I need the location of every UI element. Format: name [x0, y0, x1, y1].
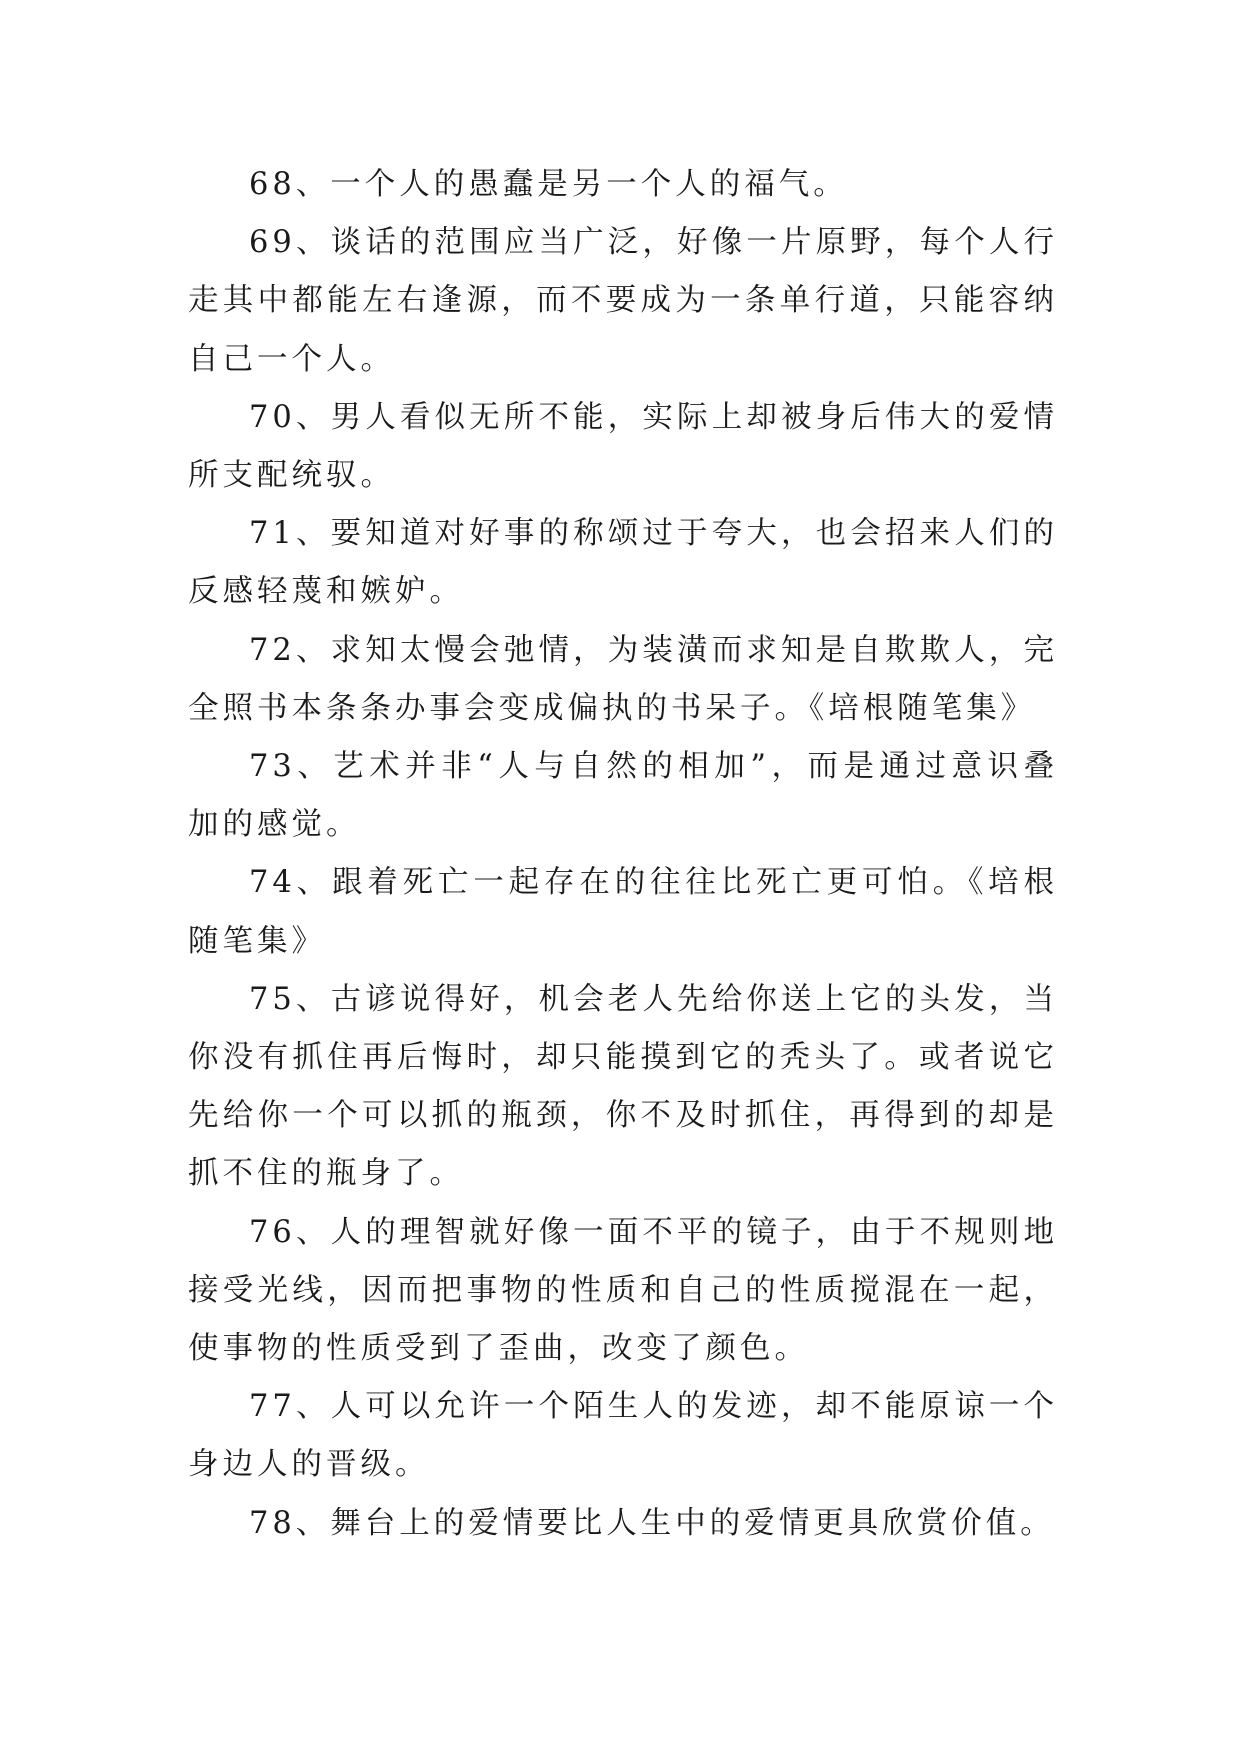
paragraph-71: 71、要知道对好事的称颂过于夸大，也会招来人们的反感轻蔑和嫉妒。 [188, 516, 1058, 610]
paragraph-72: 72、求知太慢会弛情，为装潢而求知是自欺欺人，完全照书本条条办事会变成偏执的书呆子。《培根随笔集》 [188, 632, 1058, 726]
paragraph-76: 76、人的理智就好像一面不平的镜子，由于不规则地接受光线，因而把事物的性质和自己的性质搅混在一起，使事物的性质受到了歪曲，改变了颜色。 [188, 1214, 1058, 1367]
paragraph-73: 73、艺术并非“人与自然的相加”，而是通过意识叠加的感觉。 [188, 749, 1058, 843]
paragraph-75: 75、古谚说得好，机会老人先给你送上它的头发，当你没有抓住再后悔时，却只能摸到它的秃头了。或者说它先给你一个可以抓的瓶颈，你不及时抓住，再得到的却是抓不住的瓶身了。 [188, 981, 1058, 1192]
paragraph-74: 74、跟着死亡一起存在的往往比死亡更可怕。《培根随笔集》 [188, 865, 1058, 959]
paragraph-77: 77、人可以允许一个陌生人的发迹，却不能原谅一个身边人的晋级。 [188, 1389, 1058, 1483]
paragraph-78: 78、舞台上的爱情要比人生中的爱情更具欣赏价值。 [249, 1505, 1055, 1541]
paragraph-68: 68、一个人的愚蠢是另一个人的福气。 [249, 167, 848, 202]
paragraph-69: 69、谈话的范围应当广泛，好像一片原野，每个人行走其中都能左右逢源，而不要成为一条单行道，只能容纳自己一个人。 [188, 225, 1058, 377]
paragraph-70: 70、男人看似无所不能，实际上却被身后伟大的爱情所支配统驭。 [188, 399, 1058, 494]
document-body [188, 156, 1058, 1553]
